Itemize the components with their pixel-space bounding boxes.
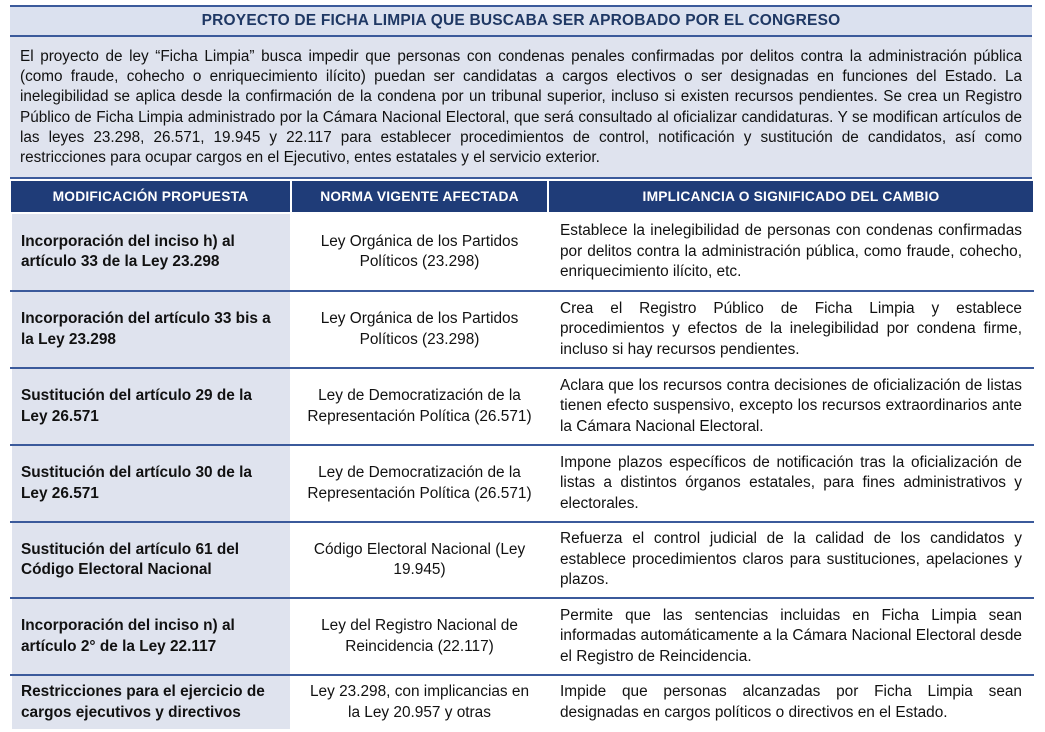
cell-norma: Código Electoral Nacional (Ley 19.945) bbox=[291, 522, 548, 598]
cell-modificacion: Incorporación del artículo 33 bis a la Ley 23.298 bbox=[11, 291, 291, 368]
cell-implicancia: Permite que las sentencias incluidas en Ficha Limpia sean informadas automáticamente a la Cámara Nacional Electoral desde el Registro de Reincidencia. bbox=[548, 598, 1033, 675]
table-row bbox=[11, 522, 1033, 598]
cell-modificacion: Sustitución del artículo 30 de la Ley 26.571 bbox=[11, 445, 291, 522]
cell-implicancia: Impone plazos específicos de notificación tras la oficialización de listas a distintos órganos estatales, para fines administrativos y electorales. bbox=[548, 445, 1033, 522]
cell-norma: Ley del Registro Nacional de Reincidencia (22.117) bbox=[291, 598, 548, 675]
cell-modificacion: Sustitución del artículo 61 del Código Electoral Nacional bbox=[11, 522, 291, 598]
cell-modificacion: Sustitución del artículo 29 de la Ley 26.571 bbox=[11, 368, 291, 445]
document-frame bbox=[10, 5, 1032, 729]
table-row bbox=[11, 213, 1033, 291]
intro-paragraph: El proyecto de ley “Ficha Limpia” busca impedir que personas con condenas penales confirmadas por delitos contra la administración pública (como fraude, cohecho o enriquecimiento ilícito) puedan ser candidatas a cargos electivos o ser designadas en funciones del Estado. La inelegibilidad se aplica desde la confirmación de la condena por un tribunal superior, incluso si existen recursos pendientes. Se crea un Registro Público de Ficha Limpia administrado por la Cámara Nacional Electoral, que será consultado al oficializar candidaturas. Y se modifican artículos de las leyes 23.298, 26.571, 19.945 y 22.117 para establecer procedimientos de control, notificación y sustitución de candidatos, así como restricciones para ocupar cargos en el Ejecutivo, entes estatales y el servicio exterior. bbox=[10, 37, 1032, 179]
cell-modificacion: Incorporación del inciso n) al artículo 2° de la Ley 22.117 bbox=[11, 598, 291, 675]
header-norma: NORMA VIGENTE AFECTADA bbox=[291, 181, 548, 213]
modifications-table bbox=[10, 181, 1034, 729]
table-row bbox=[11, 291, 1033, 368]
cell-implicancia: Impide que personas alcanzadas por Ficha Limpia sean designadas en cargos políticos o directivos en el Estado. bbox=[548, 675, 1033, 729]
table-row bbox=[11, 368, 1033, 445]
table-row bbox=[11, 598, 1033, 675]
cell-norma: Ley Orgánica de los Partidos Políticos (23.298) bbox=[291, 291, 548, 368]
header-modificacion: MODIFICACIÓN PROPUESTA bbox=[11, 181, 291, 213]
cell-norma: Ley 23.298, con implicancias en la Ley 20.957 y otras bbox=[291, 675, 548, 729]
cell-modificacion: Restricciones para el ejercicio de cargos ejecutivos y directivos bbox=[11, 675, 291, 729]
cell-implicancia: Aclara que los recursos contra decisiones de oficialización de listas tienen efecto suspensivo, excepto los recursos extraordinarios ante la Cámara Nacional Electoral. bbox=[548, 368, 1033, 445]
cell-norma: Ley de Democratización de la Representación Política (26.571) bbox=[291, 368, 548, 445]
table-header-row bbox=[11, 181, 1033, 213]
cell-implicancia: Establece la inelegibilidad de personas con condenas confirmadas por delitos contra la administración pública, como fraude, cohecho, enriquecimiento ilícito, etc. bbox=[548, 213, 1033, 291]
table-row bbox=[11, 445, 1033, 522]
table-row bbox=[11, 675, 1033, 729]
cell-modificacion: Incorporación del inciso h) al artículo 33 de la Ley 23.298 bbox=[11, 213, 291, 291]
cell-implicancia: Refuerza el control judicial de la calidad de los candidatos y establece procedimientos claros para sustituciones, apelaciones y plazos. bbox=[548, 522, 1033, 598]
page-title: PROYECTO DE FICHA LIMPIA QUE BUSCABA SER APROBADO POR EL CONGRESO bbox=[10, 5, 1032, 37]
cell-implicancia: Crea el Registro Público de Ficha Limpia y establece procedimientos y efectos de la inelegibilidad por condena firme, incluso si hay recursos pendientes. bbox=[548, 291, 1033, 368]
cell-norma: Ley de Democratización de la Representación Política (26.571) bbox=[291, 445, 548, 522]
header-implicancia: IMPLICANCIA O SIGNIFICADO DEL CAMBIO bbox=[548, 181, 1033, 213]
cell-norma: Ley Orgánica de los Partidos Políticos (23.298) bbox=[291, 213, 548, 291]
